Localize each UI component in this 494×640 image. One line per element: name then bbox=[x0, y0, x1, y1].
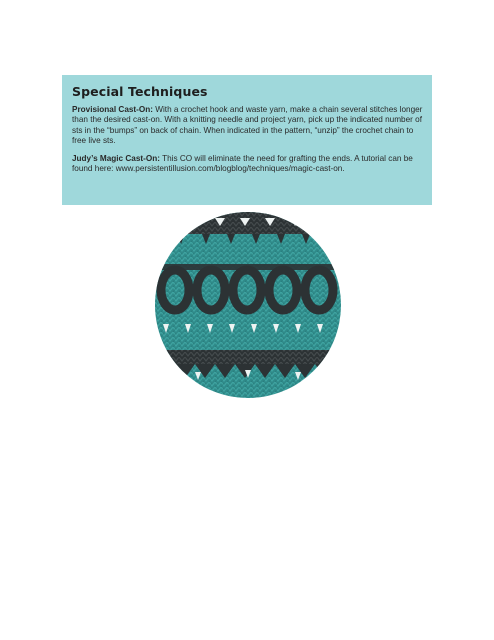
lower-band bbox=[155, 350, 341, 380]
section-title: Special Techniques bbox=[72, 84, 208, 99]
special-techniques-box bbox=[62, 75, 432, 205]
technique-description: With a crochet hook and waste yarn, make a chain several stitches longer than the desired cast-on. With a knitting needle and project yarn, pick up the indicated number of sts in the “bumps” on back of chain. When indicated in the pattern, “unzip” the crochet chain to free live sts. bbox=[72, 105, 423, 146]
colorwork-knit-image bbox=[155, 212, 341, 398]
knitting-photo bbox=[155, 212, 341, 398]
technique-judys-magic-cast-on bbox=[72, 154, 423, 175]
technique-term: Judy’s Magic Cast-On: bbox=[72, 153, 160, 163]
technique-description: This CO will eliminate the need for grafting the ends. A tutorial can be found here: www.persistentillusion.com/blogblog/techniques/magic-cast-on. bbox=[72, 153, 413, 174]
technique-provisional-cast-on bbox=[72, 105, 423, 147]
technique-term: Provisional Cast-On: bbox=[72, 105, 153, 114]
